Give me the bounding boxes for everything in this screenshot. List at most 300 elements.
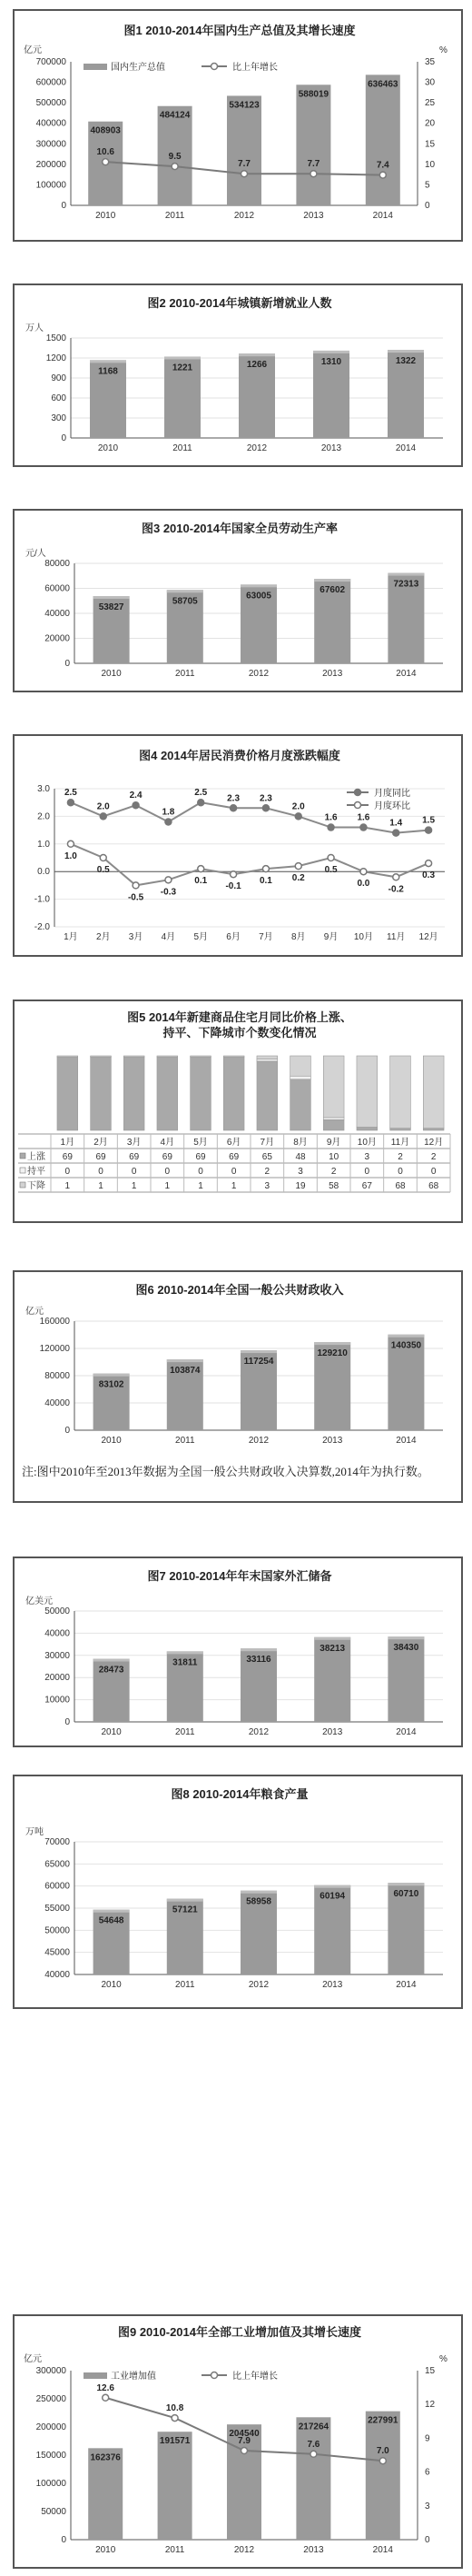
legend-label: 月度环比: [374, 801, 410, 811]
x-tick-label: 2012: [246, 443, 268, 453]
x-tick-label: 2010: [95, 2545, 116, 2555]
bar-cap: [241, 1891, 277, 1894]
y-tick-label: 600000: [35, 77, 66, 88]
series-point: [360, 824, 367, 830]
x-tick-label: 2010: [101, 1980, 122, 1990]
y-tick-label: 300000: [35, 139, 66, 150]
series-value-label: 0.2: [291, 873, 305, 884]
table-row-label: 下降: [27, 1181, 45, 1191]
bar-cap: [314, 1342, 350, 1345]
x-tick-label: 2012: [233, 2545, 255, 2555]
chart-fiscal-revenue-svg: [15, 1272, 463, 1463]
bar-cap: [388, 350, 424, 353]
x-tick-label: 3月: [128, 932, 143, 942]
table-row-label: 持平: [27, 1167, 45, 1177]
legend-swatch-marker: [355, 790, 361, 796]
table-cell: 1: [198, 1181, 203, 1191]
y-tick-label: 20000: [44, 633, 70, 644]
y-tick-label: 250000: [35, 2394, 66, 2404]
bar-cap: [93, 1910, 130, 1913]
chart-labor-productivity-svg: [15, 511, 463, 692]
y-tick-label: 50000: [44, 1606, 70, 1616]
bar-cap: [388, 1636, 424, 1639]
bar-value-label: 162376: [90, 2452, 121, 2463]
y-tick-label: 100000: [35, 2479, 66, 2489]
bar-value-label: 33116: [246, 1655, 271, 1666]
chart-labor-productivity: [13, 509, 463, 692]
y-tick-label: 150000: [35, 2451, 66, 2461]
x-tick-label: 8月: [290, 932, 306, 942]
bar-value-label: 227991: [368, 2415, 398, 2426]
y-tick-label: 60000: [44, 583, 70, 594]
bar: [366, 2412, 400, 2540]
table-cell: 67: [361, 1181, 372, 1191]
table-header-cell: 7月: [260, 1138, 275, 1148]
y-tick-label: 40000: [44, 1398, 70, 1408]
series-point: [133, 882, 139, 889]
growth-point: [103, 2394, 109, 2401]
chart-cpi-monthly-svg: [15, 736, 463, 957]
x-tick-label: 2010: [97, 443, 119, 453]
x-tick-label: 2012: [248, 1727, 270, 1737]
bar-value-label: 54648: [98, 1915, 124, 1926]
y-tick-label: 400000: [35, 118, 66, 129]
table-cell: 68: [395, 1181, 406, 1191]
stacked-bar-segment: [257, 1061, 278, 1130]
bar-cap: [167, 590, 203, 592]
chart-title: 图1 2010-2014年国内生产总值及其增长速度: [123, 24, 356, 37]
chart-title: 图8 2010-2014年粮食产量: [171, 1787, 309, 1801]
growth-point: [310, 2451, 317, 2457]
stacked-bar-segment: [157, 1057, 178, 1130]
bar-cap: [90, 360, 126, 363]
growth-value-label: 7.4: [376, 160, 389, 171]
table-header-cell: 6月: [226, 1138, 241, 1148]
y2-tick-label: 0: [425, 2535, 430, 2545]
stacked-bar-segment: [57, 1057, 78, 1130]
bar-value-label: 534123: [229, 100, 260, 111]
bar: [296, 2417, 330, 2540]
stacked-bar-segment: [290, 1056, 311, 1076]
growth-value-label: 7.9: [238, 2436, 251, 2447]
legend-swatch-marker: [211, 64, 218, 70]
stacked-bar-segment: [157, 1056, 178, 1057]
y-tick-label: 200000: [35, 2422, 66, 2432]
series-point: [262, 866, 269, 872]
chart-forex-reserves: [13, 1557, 463, 1747]
table-cell: 1: [98, 1181, 103, 1191]
chart-title: 图9 2010-2014年全部工业增加值及其增长速度: [117, 2325, 362, 2339]
bar-value-label: 60710: [393, 1889, 419, 1900]
bar-cap: [167, 1359, 203, 1362]
y-tick-label: 2.0: [37, 811, 50, 822]
series-value-label: -0.5: [127, 892, 144, 903]
series-point: [100, 813, 106, 820]
table-row-label: 上涨: [27, 1152, 45, 1162]
y-tick-label: -1.0: [34, 894, 50, 905]
chart-urban-employment-svg: [15, 285, 463, 467]
chart-note: 注:图中2010年至2013年数据为全国一般公共财政收入决算数,2014年为执行数。: [22, 1465, 429, 1478]
series-point: [67, 840, 74, 847]
bar-value-label: 67602: [320, 585, 346, 596]
y-tick-label: 50000: [44, 1925, 70, 1936]
series-point: [295, 813, 301, 820]
bar-value-label: 588019: [298, 89, 329, 100]
x-tick-label: 2014: [372, 2545, 393, 2555]
y-axis-unit: 亿元: [25, 1307, 44, 1317]
stacked-bar-segment: [357, 1127, 378, 1130]
x-tick-label: 2014: [396, 1436, 417, 1446]
bar: [366, 75, 400, 205]
chart-fiscal-revenue: [13, 1270, 463, 1503]
chart-title: 图2 2010-2014年城镇新增就业人数: [147, 296, 332, 310]
y-axis-unit: 亿元: [24, 45, 42, 55]
table-cell: 10: [329, 1152, 339, 1162]
y-tick-label: 55000: [44, 1904, 70, 1914]
x-tick-label: 2014: [372, 211, 393, 221]
bar-value-label: 484124: [159, 110, 191, 121]
y-axis-unit: 亿美元: [25, 1596, 53, 1606]
x-tick-label: 7月: [259, 932, 273, 942]
series-value-label: 1.6: [324, 812, 338, 823]
y2-tick-label: 9: [425, 2433, 430, 2444]
x-tick-label: 6月: [226, 932, 241, 942]
x-tick-label: 2月: [95, 932, 111, 942]
y-tick-label: 0: [61, 433, 66, 443]
bar-value-label: 408903: [90, 125, 121, 136]
y-tick-label: 65000: [44, 1859, 70, 1870]
table-cell: 3: [264, 1181, 270, 1191]
bar-value-label: 191571: [159, 2436, 191, 2447]
table-row-swatch: [20, 1182, 25, 1188]
chart-title: 图5 2014年新建商品住宅月同比价格上涨、: [127, 1010, 352, 1024]
growth-value-label: 12.6: [96, 2382, 114, 2393]
y-tick-label: 300: [51, 413, 66, 423]
y-tick-label: 10000: [44, 1695, 70, 1706]
x-tick-label: 2013: [322, 669, 343, 679]
series-value-label: 0.0: [357, 879, 370, 890]
series-value-label: -0.2: [388, 884, 404, 895]
x-tick-label: 2013: [322, 1727, 343, 1737]
x-tick-label: 1月: [64, 932, 78, 942]
y-tick-label: 500000: [35, 98, 66, 109]
y-tick-label: -2.0: [34, 922, 50, 932]
table-cell: 65: [261, 1152, 272, 1162]
series-value-label: 1.0: [64, 850, 77, 861]
y-tick-label: 40000: [44, 609, 70, 619]
y-axis-unit: 万人: [25, 323, 44, 333]
series-point: [198, 800, 204, 806]
legend-swatch-bar: [84, 2372, 107, 2379]
table-cell: 69: [162, 1152, 172, 1162]
x-tick-label: 2011: [175, 1980, 195, 1990]
series-point: [393, 874, 399, 880]
y-tick-label: 0.0: [37, 867, 50, 878]
stacked-bar-segment: [257, 1059, 278, 1061]
bar-value-label: 83102: [98, 1379, 124, 1390]
bar-value-label: 1322: [395, 356, 417, 367]
y-tick-label: 70000: [44, 1837, 70, 1847]
chart-title: 图6 2010-2014年全国一般公共财政收入: [135, 1283, 344, 1297]
y2-tick-label: 3: [425, 2501, 430, 2511]
bar-cap: [241, 1350, 277, 1353]
growth-value-label: 7.0: [376, 2446, 389, 2457]
x-tick-label: 5月: [193, 932, 209, 942]
table-cell: 3: [364, 1152, 370, 1162]
growth-point: [241, 2448, 248, 2454]
y-tick-label: 0: [61, 201, 66, 211]
series-point: [262, 805, 269, 811]
y2-tick-label: 30: [425, 77, 436, 88]
x-tick-label: 12月: [418, 932, 438, 942]
y-tick-label: 200000: [35, 159, 66, 170]
series-value-label: 2.4: [129, 791, 143, 801]
y-tick-label: 80000: [44, 559, 70, 569]
table-cell: 0: [398, 1167, 403, 1177]
x-tick-label: 2012: [248, 1436, 270, 1446]
legend-swatch-marker: [355, 802, 361, 809]
series-point: [295, 863, 301, 870]
stacked-bar-segment: [323, 1118, 344, 1119]
bar-cap: [313, 351, 349, 353]
x-tick-label: 11月: [387, 932, 406, 942]
bar: [158, 2432, 192, 2540]
table-cell: 0: [364, 1167, 370, 1177]
series-point: [328, 824, 334, 830]
y-tick-label: 50000: [41, 2507, 66, 2517]
growth-value-label: 7.7: [307, 159, 320, 170]
stacked-bar-segment: [390, 1056, 411, 1129]
table-header-cell: 1月: [60, 1138, 75, 1148]
series-point: [393, 830, 399, 836]
bar-cap: [239, 353, 275, 356]
table-cell: 1: [164, 1181, 171, 1191]
table-row-swatch: [20, 1153, 25, 1159]
y2-tick-label: 5: [425, 180, 430, 191]
bar-value-label: 38430: [393, 1643, 419, 1654]
bar-cap: [167, 1651, 203, 1654]
y-tick-label: 3.0: [37, 784, 50, 794]
growth-point: [379, 172, 386, 178]
table-cell: 2: [330, 1167, 337, 1177]
y-axis-unit: 万吨: [25, 1827, 44, 1837]
y2-tick-label: 20: [425, 118, 436, 129]
chart-title: 图3 2010-2014年国家全员劳动生产率: [141, 522, 339, 535]
bar-value-label: 129210: [317, 1348, 348, 1359]
stacked-bar-segment: [357, 1056, 378, 1127]
x-tick-label: 2010: [101, 1436, 122, 1446]
series-point: [133, 802, 139, 809]
y2-tick-label: 10: [425, 159, 436, 170]
bar-cap: [314, 579, 350, 582]
table-cell: 0: [64, 1167, 71, 1177]
y-tick-label: 1.0: [37, 839, 50, 850]
chart-gdp: [13, 9, 463, 242]
table-cell: 69: [129, 1152, 140, 1162]
y-tick-label: 20000: [44, 1673, 70, 1684]
y-tick-label: 600: [51, 393, 66, 403]
x-tick-label: 2014: [395, 443, 417, 453]
y-axis-unit: 元/人: [25, 549, 46, 559]
table-header-cell: 12月: [424, 1138, 444, 1148]
bar-value-label: 117254: [243, 1357, 274, 1368]
series-point: [165, 819, 172, 825]
chart-housing-price-cities-svg: [15, 1001, 463, 1223]
stacked-bar-segment: [57, 1056, 78, 1057]
x-tick-label: 2011: [164, 211, 185, 221]
bar-value-label: 204540: [229, 2429, 260, 2440]
table-cell: 0: [430, 1167, 437, 1177]
table-cell: 3: [298, 1167, 303, 1177]
table-header-cell: 2月: [93, 1138, 108, 1148]
y-tick-label: 900: [51, 373, 66, 383]
stacked-bar-segment: [290, 1076, 311, 1079]
x-tick-label: 2012: [233, 211, 255, 221]
chart-title: 图4 2014年居民消费价格月度涨跌幅度: [139, 749, 340, 762]
x-tick-label: 2014: [396, 1980, 417, 1990]
y-tick-label: 80000: [44, 1371, 70, 1381]
table-cell: 2: [398, 1152, 403, 1162]
legend-label: 比上年增长: [232, 2372, 278, 2382]
bar-value-label: 1168: [98, 366, 118, 377]
chart-cpi-monthly: [13, 734, 463, 957]
bar: [227, 95, 261, 205]
y2-tick-label: 6: [425, 2467, 430, 2478]
table-cell: 69: [195, 1152, 206, 1162]
bar-cap: [388, 1883, 424, 1885]
series-value-label: 0.5: [324, 865, 338, 875]
series-value-label: 1.6: [357, 812, 370, 823]
x-tick-label: 10月: [353, 932, 373, 942]
legend-swatch-bar: [84, 64, 107, 70]
bar-value-label: 1310: [320, 356, 342, 367]
growth-point: [172, 164, 178, 170]
y-tick-label: 30000: [44, 1650, 70, 1661]
stacked-bar-segment: [123, 1056, 144, 1057]
chart-grain-output: [13, 1775, 463, 2009]
bar-value-label: 103874: [170, 1366, 201, 1377]
y-tick-label: 0: [64, 659, 70, 669]
series-value-label: 0.1: [259, 876, 272, 887]
x-tick-label: 2014: [396, 669, 417, 679]
bar-value-label: 1221: [172, 363, 193, 373]
bar-cap: [241, 1648, 277, 1651]
table-cell: 69: [62, 1152, 73, 1162]
growth-value-label: 7.7: [238, 159, 251, 170]
series-value-label: 2.5: [194, 788, 208, 799]
x-tick-label: 2013: [303, 211, 324, 221]
x-tick-label: 2010: [101, 1727, 122, 1737]
growth-point: [103, 159, 109, 165]
bar-value-label: 1266: [246, 360, 268, 371]
table-cell: 1: [231, 1181, 237, 1191]
table-cell: 19: [295, 1181, 306, 1191]
bar-value-label: 57121: [172, 1905, 198, 1915]
bar-cap: [93, 1659, 130, 1662]
bar-cap: [93, 1374, 130, 1377]
table-cell: 48: [295, 1152, 306, 1162]
series-value-label: -0.3: [160, 887, 177, 898]
series-value-label: 1.8: [162, 807, 175, 818]
table-row-swatch: [20, 1168, 25, 1173]
y2-tick-label: 15: [425, 139, 436, 150]
y-tick-label: 0: [61, 2535, 66, 2545]
stacked-bar-segment: [290, 1079, 311, 1130]
growth-value-label: 7.6: [307, 2439, 320, 2450]
y-tick-label: 300000: [35, 2366, 66, 2376]
stacked-bar-segment: [323, 1056, 344, 1118]
table-cell: 0: [164, 1167, 171, 1177]
x-tick-label: 9月: [323, 932, 339, 942]
growth-point: [379, 2458, 386, 2464]
bar-value-label: 31811: [172, 1657, 198, 1668]
series-value-label: 2.3: [227, 793, 241, 804]
x-tick-label: 2011: [175, 1727, 195, 1737]
chart-forex-reserves-svg: [15, 1558, 463, 1747]
x-tick-label: 2011: [175, 669, 195, 679]
stacked-bar-segment: [91, 1057, 112, 1130]
y-tick-label: 40000: [44, 1628, 70, 1639]
table-cell: 69: [229, 1152, 240, 1162]
table-cell: 1: [131, 1181, 137, 1191]
stacked-bar-segment: [123, 1057, 144, 1130]
table-cell: 0: [98, 1167, 103, 1177]
y-tick-label: 40000: [44, 1970, 70, 1980]
series-value-label: 2.5: [64, 788, 77, 799]
table-cell: 0: [131, 1167, 137, 1177]
bar-value-label: 217264: [298, 2422, 329, 2432]
bar-cap: [314, 1885, 350, 1888]
chart-title: 图7 2010-2014年年末国家外汇储备: [147, 1569, 332, 1583]
table-header-cell: 3月: [126, 1138, 142, 1148]
x-tick-label: 2010: [101, 669, 122, 679]
series-point: [198, 866, 204, 872]
legend-label: 比上年增长: [232, 63, 278, 73]
y-tick-label: 100000: [35, 180, 66, 191]
bar-cap: [167, 1899, 203, 1902]
series-value-label: 0.1: [194, 876, 208, 887]
growth-value-label: 10.8: [165, 2403, 184, 2414]
table-header-cell: 4月: [160, 1138, 175, 1148]
bar-value-label: 58958: [246, 1896, 271, 1907]
bar-value-label: 58705: [172, 596, 198, 607]
bar-value-label: 636463: [368, 79, 398, 90]
stacked-bar-segment: [390, 1129, 411, 1130]
x-tick-label: 2013: [303, 2545, 324, 2555]
y-tick-label: 120000: [39, 1344, 70, 1354]
y-tick-label: 0: [64, 1426, 70, 1436]
y2-tick-label: 25: [425, 98, 436, 109]
table-cell: 68: [428, 1181, 439, 1191]
growth-value-label: 9.5: [168, 152, 182, 163]
chart-title: 持平、下降城市个数变化情况: [162, 1026, 317, 1039]
bar-value-label: 60194: [320, 1891, 346, 1902]
legend-label: 月度同比: [374, 789, 410, 799]
y2-tick-label: 35: [425, 57, 436, 67]
stacked-bar-segment: [257, 1056, 278, 1059]
stacked-bar-segment: [191, 1057, 211, 1130]
y-tick-label: 700000: [35, 57, 66, 67]
y2-axis-unit: %: [439, 45, 447, 55]
series-value-label: 2.0: [96, 801, 110, 812]
stacked-bar-segment: [423, 1056, 444, 1129]
series-point: [360, 869, 367, 875]
series-point: [165, 877, 172, 883]
series-value-label: 2.0: [291, 801, 305, 812]
stacked-bar-segment: [423, 1129, 444, 1130]
y-tick-label: 1500: [45, 333, 66, 343]
bar-cap: [93, 596, 130, 599]
